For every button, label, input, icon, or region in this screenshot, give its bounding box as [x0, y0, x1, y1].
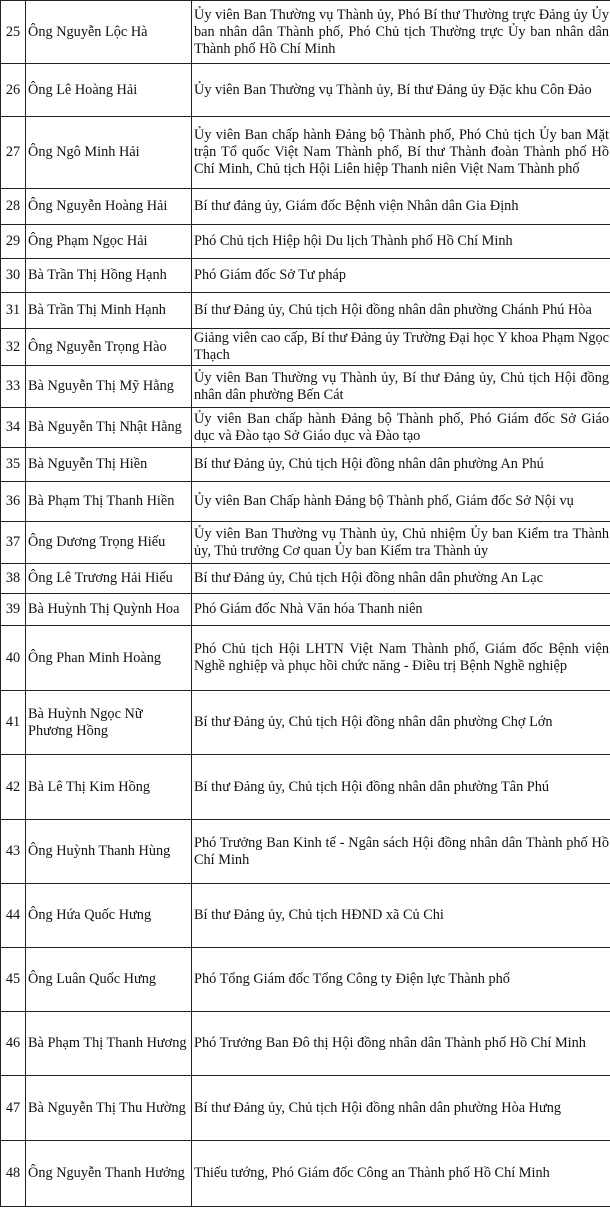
table-row: [1, 755, 610, 820]
table-row: [1, 626, 610, 691]
candidate-position: Ủy viên Ban Thường vụ Thành ủy, Chủ nhiệm Ủy ban Kiểm tra Thành ủy, Thủ trưởng Cơ quan Ủy ban Kiểm tra Thành ủy: [192, 522, 610, 564]
candidate-position: Bí thư Đảng ủy, Chủ tịch HĐND xã Củ Chi: [192, 884, 610, 948]
candidate-position: Bí thư Đảng ủy, Chủ tịch Hội đồng nhân dân phường Hòa Hưng: [192, 1076, 610, 1141]
table-row: [1, 225, 610, 259]
candidate-table-body: [1, 1, 610, 1207]
candidate-position: Ủy viên Ban chấp hành Đảng bộ Thành phố, Phó Chủ tịch Ủy ban Mặt trận Tổ quốc Việt Nam Thành phố, Bí thư Thành đoàn Thành phố Hồ Chí Minh, Chủ tịch Hội Liên hiệp Thanh niên Việt Nam Thành phố: [192, 117, 610, 189]
candidate-position: Ủy viên Ban chấp hành Đảng bộ Thành phố, Phó Giám đốc Sở Giáo dục và Đào tạo Sở Giáo dục và Đào tạo: [192, 408, 610, 448]
candidate-name: Ông Dương Trọng Hiếu: [26, 522, 192, 564]
table-row: [1, 408, 610, 448]
table-row: [1, 884, 610, 948]
candidate-position: Bí thư đảng ủy, Giám đốc Bệnh viện Nhân dân Gia Định: [192, 189, 610, 225]
table-row: [1, 329, 610, 366]
table-row: [1, 189, 610, 225]
candidate-position: Bí thư Đảng ủy, Chủ tịch Hội đồng nhân dân phường An Phú: [192, 448, 610, 482]
candidate-name: Ông Ngô Minh Hải: [26, 117, 192, 189]
row-number: 42: [1, 755, 26, 820]
row-number: 47: [1, 1076, 26, 1141]
candidate-position: Bí thư Đảng ủy, Chủ tịch Hội đồng nhân dân phường An Lạc: [192, 564, 610, 594]
table-row: [1, 594, 610, 626]
table-row: [1, 448, 610, 482]
candidate-name: Ông Lê Hoàng Hải: [26, 64, 192, 117]
table-row: [1, 117, 610, 189]
candidate-position: Ủy viên Ban Chấp hành Đảng bộ Thành phố, Giám đốc Sở Nội vụ: [192, 482, 610, 522]
candidate-name: Bà Phạm Thị Thanh Hương: [26, 1012, 192, 1076]
row-number: 45: [1, 948, 26, 1012]
row-number: 48: [1, 1141, 26, 1207]
candidate-position: Phó Giám đốc Nhà Văn hóa Thanh niên: [192, 594, 610, 626]
table-row: [1, 1, 610, 64]
candidate-position: Phó Tổng Giám đốc Tổng Công ty Điện lực Thành phố: [192, 948, 610, 1012]
candidate-name: Bà Phạm Thị Thanh Hiền: [26, 482, 192, 522]
candidate-name: Bà Nguyễn Thị Thu Hường: [26, 1076, 192, 1141]
candidate-position: Giảng viên cao cấp, Bí thư Đảng ủy Trường Đại học Y khoa Phạm Ngọc Thạch: [192, 329, 610, 366]
candidate-name: Ông Luân Quốc Hưng: [26, 948, 192, 1012]
row-number: 40: [1, 626, 26, 691]
table-row: [1, 948, 610, 1012]
table-row: [1, 820, 610, 884]
row-number: 30: [1, 259, 26, 293]
candidate-name: Ông Huỳnh Thanh Hùng: [26, 820, 192, 884]
candidate-position: Ủy viên Ban Thường vụ Thành ủy, Phó Bí thư Thường trực Đảng ủy Ủy ban nhân dân Thành phố, Phó Chủ tịch Thường trực Ủy ban nhân dân Thành phố Hồ Chí Minh: [192, 1, 610, 64]
candidate-name: Ông Nguyễn Thanh Hưởng: [26, 1141, 192, 1207]
candidate-name: Bà Lê Thị Kim Hồng: [26, 755, 192, 820]
row-number: 32: [1, 329, 26, 366]
candidate-name: Ông Lê Trương Hải Hiếu: [26, 564, 192, 594]
row-number: 38: [1, 564, 26, 594]
candidate-name: Bà Huỳnh Thị Quỳnh Hoa: [26, 594, 192, 626]
candidate-position: Phó Chủ tịch Hiệp hội Du lịch Thành phố Hồ Chí Minh: [192, 225, 610, 259]
candidate-name: Bà Trần Thị Minh Hạnh: [26, 293, 192, 329]
row-number: 46: [1, 1012, 26, 1076]
candidate-name: Bà Huỳnh Ngọc Nữ Phương Hồng: [26, 691, 192, 755]
row-number: 44: [1, 884, 26, 948]
candidate-name: Bà Nguyễn Thị Nhật Hằng: [26, 408, 192, 448]
table-row: [1, 64, 610, 117]
candidate-position: Ủy viên Ban Thường vụ Thành ủy, Bí thư Đảng ủy Đặc khu Côn Đảo: [192, 64, 610, 117]
table-row: [1, 366, 610, 408]
table-row: [1, 1141, 610, 1207]
row-number: 36: [1, 482, 26, 522]
row-number: 41: [1, 691, 26, 755]
table-row: [1, 1012, 610, 1076]
candidate-position: Ủy viên Ban Thường vụ Thành ủy, Bí thư Đảng ủy, Chủ tịch Hội đồng nhân dân phường Bến Cát: [192, 366, 610, 408]
row-number: 33: [1, 366, 26, 408]
candidate-name: Ông Phan Minh Hoàng: [26, 626, 192, 691]
candidate-position: Bí thư Đảng ủy, Chủ tịch Hội đồng nhân dân phường Tân Phú: [192, 755, 610, 820]
candidate-position: Thiếu tướng, Phó Giám đốc Công an Thành phố Hồ Chí Minh: [192, 1141, 610, 1207]
table-row: [1, 259, 610, 293]
candidate-name: Bà Trần Thị Hồng Hạnh: [26, 259, 192, 293]
row-number: 27: [1, 117, 26, 189]
table-row: [1, 691, 610, 755]
candidate-name: Ông Nguyễn Trọng Hào: [26, 329, 192, 366]
table-row: [1, 482, 610, 522]
table-row: [1, 293, 610, 329]
candidate-name: Ông Nguyễn Hoàng Hải: [26, 189, 192, 225]
candidate-name: Ông Phạm Ngọc Hải: [26, 225, 192, 259]
candidate-name: Bà Nguyễn Thị Hiền: [26, 448, 192, 482]
candidate-position: Phó Trưởng Ban Đô thị Hội đồng nhân dân Thành phố Hồ Chí Minh: [192, 1012, 610, 1076]
row-number: 34: [1, 408, 26, 448]
table-row: [1, 564, 610, 594]
candidate-name: Ông Hứa Quốc Hưng: [26, 884, 192, 948]
candidate-position: Phó Chủ tịch Hội LHTN Việt Nam Thành phố, Giám đốc Bệnh viện Nghề nghiệp và phục hồi chức năng - Điều trị Bệnh Nghề nghiệp: [192, 626, 610, 691]
candidate-name: Bà Nguyễn Thị Mỹ Hằng: [26, 366, 192, 408]
row-number: 28: [1, 189, 26, 225]
candidate-position: Phó Trưởng Ban Kinh tế - Ngân sách Hội đồng nhân dân Thành phố Hồ Chí Minh: [192, 820, 610, 884]
row-number: 43: [1, 820, 26, 884]
candidate-position: Bí thư Đảng ủy, Chủ tịch Hội đồng nhân dân phường Chợ Lớn: [192, 691, 610, 755]
table-row: [1, 1076, 610, 1141]
row-number: 26: [1, 64, 26, 117]
candidate-position: Bí thư Đảng ủy, Chủ tịch Hội đồng nhân dân phường Chánh Phú Hòa: [192, 293, 610, 329]
candidate-name: Ông Nguyễn Lộc Hà: [26, 1, 192, 64]
table-row: [1, 522, 610, 564]
row-number: 25: [1, 1, 26, 64]
row-number: 37: [1, 522, 26, 564]
row-number: 39: [1, 594, 26, 626]
row-number: 29: [1, 225, 26, 259]
candidate-position: Phó Giám đốc Sở Tư pháp: [192, 259, 610, 293]
row-number: 35: [1, 448, 26, 482]
row-number: 31: [1, 293, 26, 329]
